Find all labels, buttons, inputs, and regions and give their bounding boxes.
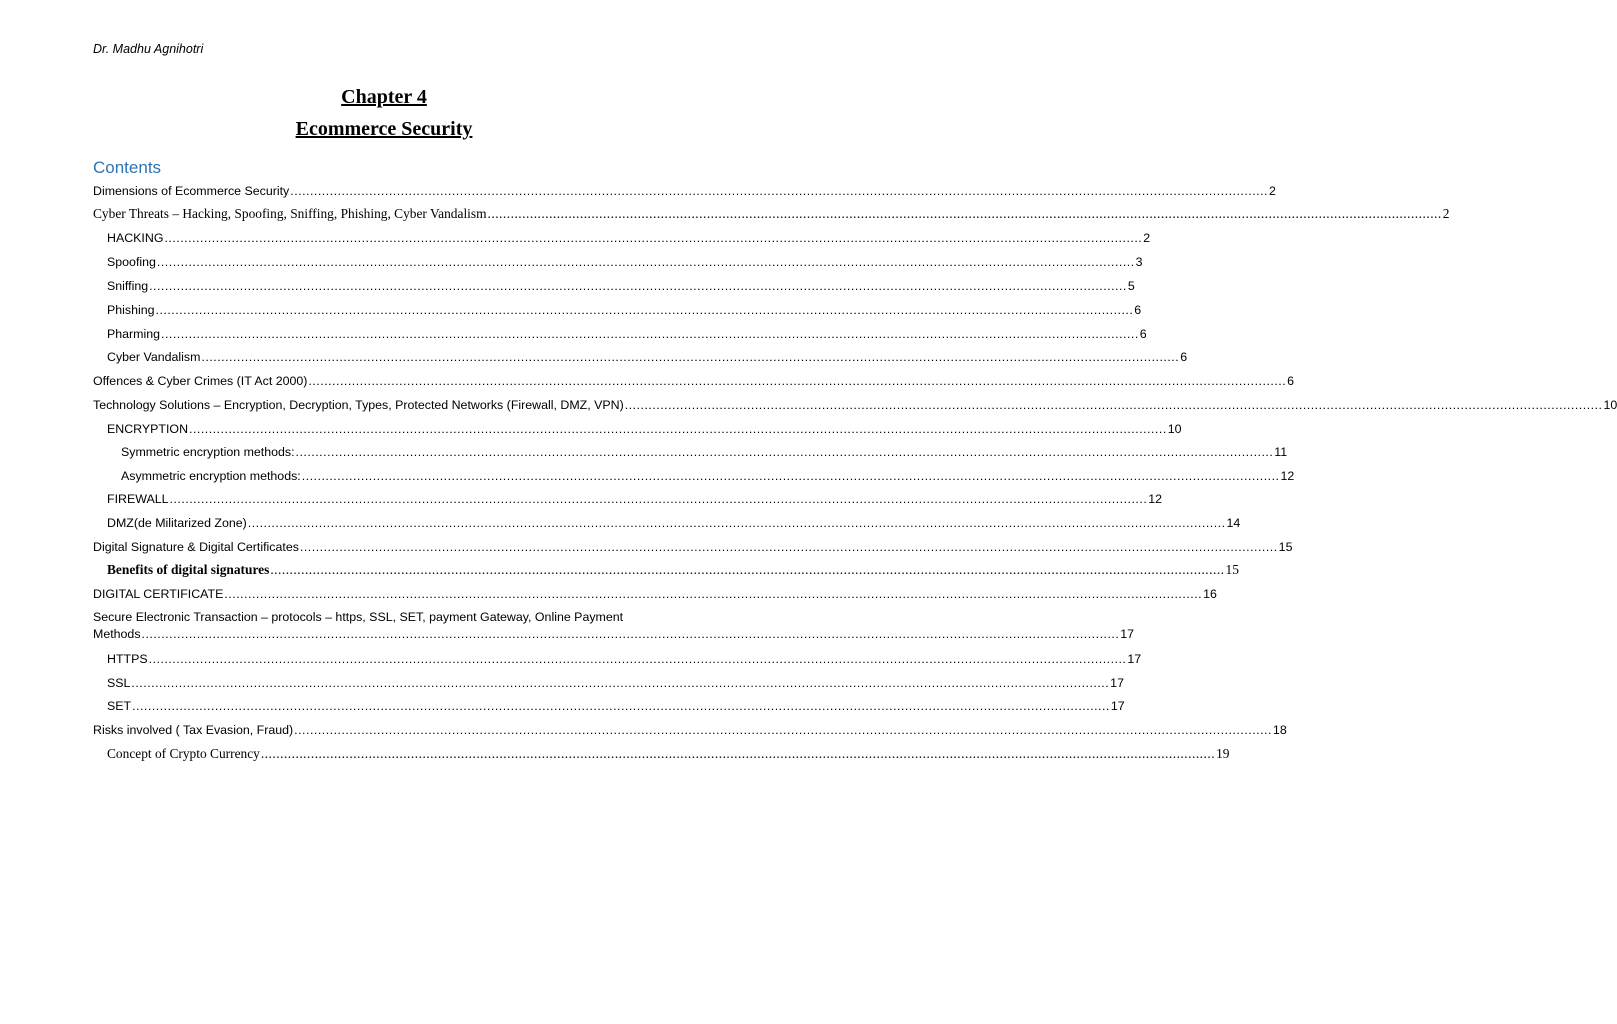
- toc-entry-page: 3: [1135, 255, 1143, 269]
- toc-entry-page: 2: [1143, 231, 1151, 245]
- toc-leader: ........................................................................................................................................................................................................................................................: [260, 746, 1216, 761]
- toc-entry-title: Phishing: [107, 303, 155, 317]
- toc-entry-title: Digital Signature & Digital Certificates: [93, 540, 299, 554]
- toc-entry-page: 15: [1225, 562, 1239, 577]
- contents-heading: Contents: [93, 158, 162, 177]
- toc-entry-title: DMZ(de Militarized Zone): [107, 516, 247, 530]
- toc-leader: ........................................................................................................................................................................................................................................................: [161, 327, 1139, 341]
- toc-entry-cyber-threats[interactable]: [93, 206, 1450, 222]
- toc-entry-secure-electronic-transaction[interactable]: [93, 609, 1135, 643]
- toc-entry-page: 16: [1203, 587, 1217, 601]
- toc-entry-title-line2: Methods: [93, 627, 141, 641]
- toc-entry-hacking[interactable]: [107, 230, 1151, 246]
- toc-leader: ........................................................................................................................................................................................................................................................: [294, 723, 1272, 737]
- toc-entry-title: SET: [107, 699, 132, 713]
- toc-entry-page: 12: [1148, 492, 1163, 506]
- toc-entry-cyber-vandalism[interactable]: [107, 349, 1188, 365]
- toc-entry-title: Dimensions of Ecommerce Security: [93, 184, 290, 198]
- author-header: Dr. Madhu Agnihotri: [93, 42, 204, 56]
- toc-leader: ........................................................................................................................................................................................................................................................: [155, 303, 1134, 317]
- toc-entry-title: Sniffing: [107, 279, 149, 293]
- toc-entry-crypto-currency[interactable]: [107, 746, 1230, 762]
- toc-leader: ........................................................................................................................................................................................................................................................: [189, 422, 1167, 436]
- toc-entry-page: 2: [1442, 206, 1450, 221]
- toc-leader: ........................................................................................................................................................................................................................................................: [132, 699, 1110, 713]
- toc-leader: ........................................................................................................................................................................................................................................................: [169, 492, 1148, 506]
- toc-leader: ........................................................................................................................................................................................................................................................: [201, 350, 1180, 364]
- toc-entry-page: 6: [1139, 327, 1147, 341]
- toc-leader: ........................................................................................................................................................................................................................................................: [224, 587, 1203, 601]
- toc-entry-pharming[interactable]: [107, 326, 1147, 342]
- toc-entry-page: 17: [1120, 627, 1135, 641]
- toc-entry-set[interactable]: [107, 698, 1125, 714]
- toc-entry-symmetric[interactable]: [121, 444, 1288, 460]
- toc-leader: ........................................................................................................................................................................................................................................................: [141, 627, 1120, 641]
- toc-entry-benefits[interactable]: [107, 562, 1239, 578]
- toc-leader: ........................................................................................................................................................................................................................................................: [624, 398, 1603, 412]
- toc-entry-title: ENCRYPTION: [107, 422, 189, 436]
- chapter-title: Ecommerce Security: [295, 118, 473, 140]
- toc-leader: ........................................................................................................................................................................................................................................................: [131, 676, 1110, 690]
- toc-entry-page: 15: [1278, 540, 1293, 554]
- toc-entry-title: FIREWALL: [107, 492, 169, 506]
- toc-entry-title: Asymmetric encryption methods:: [121, 469, 301, 483]
- toc-entry-risks[interactable]: [93, 722, 1287, 738]
- toc-entry-page: 18: [1272, 723, 1287, 737]
- toc-entry-title: Benefits of digital signatures: [107, 562, 270, 577]
- toc-entry-title: Cyber Vandalism: [107, 350, 201, 364]
- toc-entry-title: DIGITAL CERTIFICATE: [93, 587, 224, 601]
- toc-leader: ........................................................................................................................................................................................................................................................: [148, 652, 1127, 666]
- toc-entry-title: Technology Solutions – Encryption, Decryption, Types, Protected Networks (Firewall, DMZ, VPN): [93, 398, 624, 412]
- toc-entry-page: 6: [1180, 350, 1188, 364]
- toc-entry-title: Offences & Cyber Crimes (IT Act 2000): [93, 374, 308, 388]
- toc-entry-page: 6: [1287, 374, 1295, 388]
- toc-leader: ........................................................................................................................................................................................................................................................: [247, 516, 1226, 530]
- toc-entry-title: Concept of Crypto Currency: [107, 746, 260, 761]
- toc-entry-page: 17: [1110, 699, 1125, 713]
- toc-entry-page: 14: [1226, 516, 1241, 530]
- toc-leader: ........................................................................................................................................................................................................................................................: [270, 562, 1225, 577]
- toc-entry-https[interactable]: [107, 651, 1142, 667]
- chapter-number: Chapter 4: [341, 86, 427, 108]
- toc-leader: ........................................................................................................................................................................................................................................................: [301, 469, 1280, 483]
- toc-entry-ssl[interactable]: [107, 675, 1124, 691]
- toc-entry-page: 19: [1216, 746, 1230, 761]
- toc-entry-spoofing[interactable]: [107, 254, 1143, 270]
- toc-entry-title: Risks involved ( Tax Evasion, Fraud): [93, 723, 294, 737]
- toc-leader: ........................................................................................................................................................................................................................................................: [295, 445, 1274, 459]
- toc-entry-title: Pharming: [107, 327, 161, 341]
- toc-leader: ........................................................................................................................................................................................................................................................: [290, 184, 1268, 198]
- toc-entry-page: 5: [1127, 279, 1135, 293]
- toc-leader: ........................................................................................................................................................................................................................................................: [156, 255, 1135, 269]
- toc-entry-offences[interactable]: [93, 373, 1295, 389]
- toc-leader: ........................................................................................................................................................................................................................................................: [149, 279, 1127, 293]
- toc-leader: ........................................................................................................................................................................................................................................................: [164, 231, 1143, 245]
- toc-entry-page: 17: [1110, 676, 1124, 690]
- toc-entry-title: Symmetric encryption methods:: [121, 445, 295, 459]
- toc-leader: ........................................................................................................................................................................................................................................................: [487, 206, 1442, 221]
- toc-entry-title: HTTPS: [107, 652, 148, 666]
- toc-entry-page: 6: [1134, 303, 1142, 317]
- toc-entry-digital-signature[interactable]: [93, 539, 1293, 555]
- toc-entry-page: 12: [1280, 469, 1295, 483]
- toc-entry-title: Spoofing: [107, 255, 156, 269]
- toc-entry-page: 10: [1603, 398, 1617, 412]
- toc-entry-firewall[interactable]: [107, 491, 1163, 507]
- toc-entry-sniffing[interactable]: [107, 278, 1135, 294]
- toc-entry-page: 17: [1127, 652, 1142, 666]
- toc-entry-page: 2: [1269, 184, 1276, 198]
- toc-entry-dimensions[interactable]: [93, 183, 1276, 199]
- toc-entry-page: 11: [1274, 445, 1288, 459]
- toc-leader: ........................................................................................................................................................................................................................................................: [308, 374, 1287, 388]
- toc-entry-encryption[interactable]: [107, 421, 1182, 437]
- toc-entry-digital-certificate[interactable]: [93, 586, 1217, 602]
- toc-entry-phishing[interactable]: [107, 302, 1142, 318]
- toc-entry-title: Cyber Threats – Hacking, Spoofing, Sniffing, Phishing, Cyber Vandalism: [93, 206, 487, 221]
- toc-entry-dmz[interactable]: [107, 515, 1241, 531]
- toc-leader: ........................................................................................................................................................................................................................................................: [299, 540, 1278, 554]
- toc-entry-title: HACKING: [107, 231, 164, 245]
- toc-entry-page: 10: [1167, 422, 1182, 436]
- toc-entry-asymmetric[interactable]: [121, 468, 1295, 484]
- toc-entry-technology-solutions[interactable]: [93, 397, 1617, 413]
- toc-entry-title: SSL: [107, 676, 131, 690]
- toc-entry-title-line1: Secure Electronic Transaction – protocols – https, SSL, SET, payment Gateway, Online Payment: [93, 610, 624, 624]
